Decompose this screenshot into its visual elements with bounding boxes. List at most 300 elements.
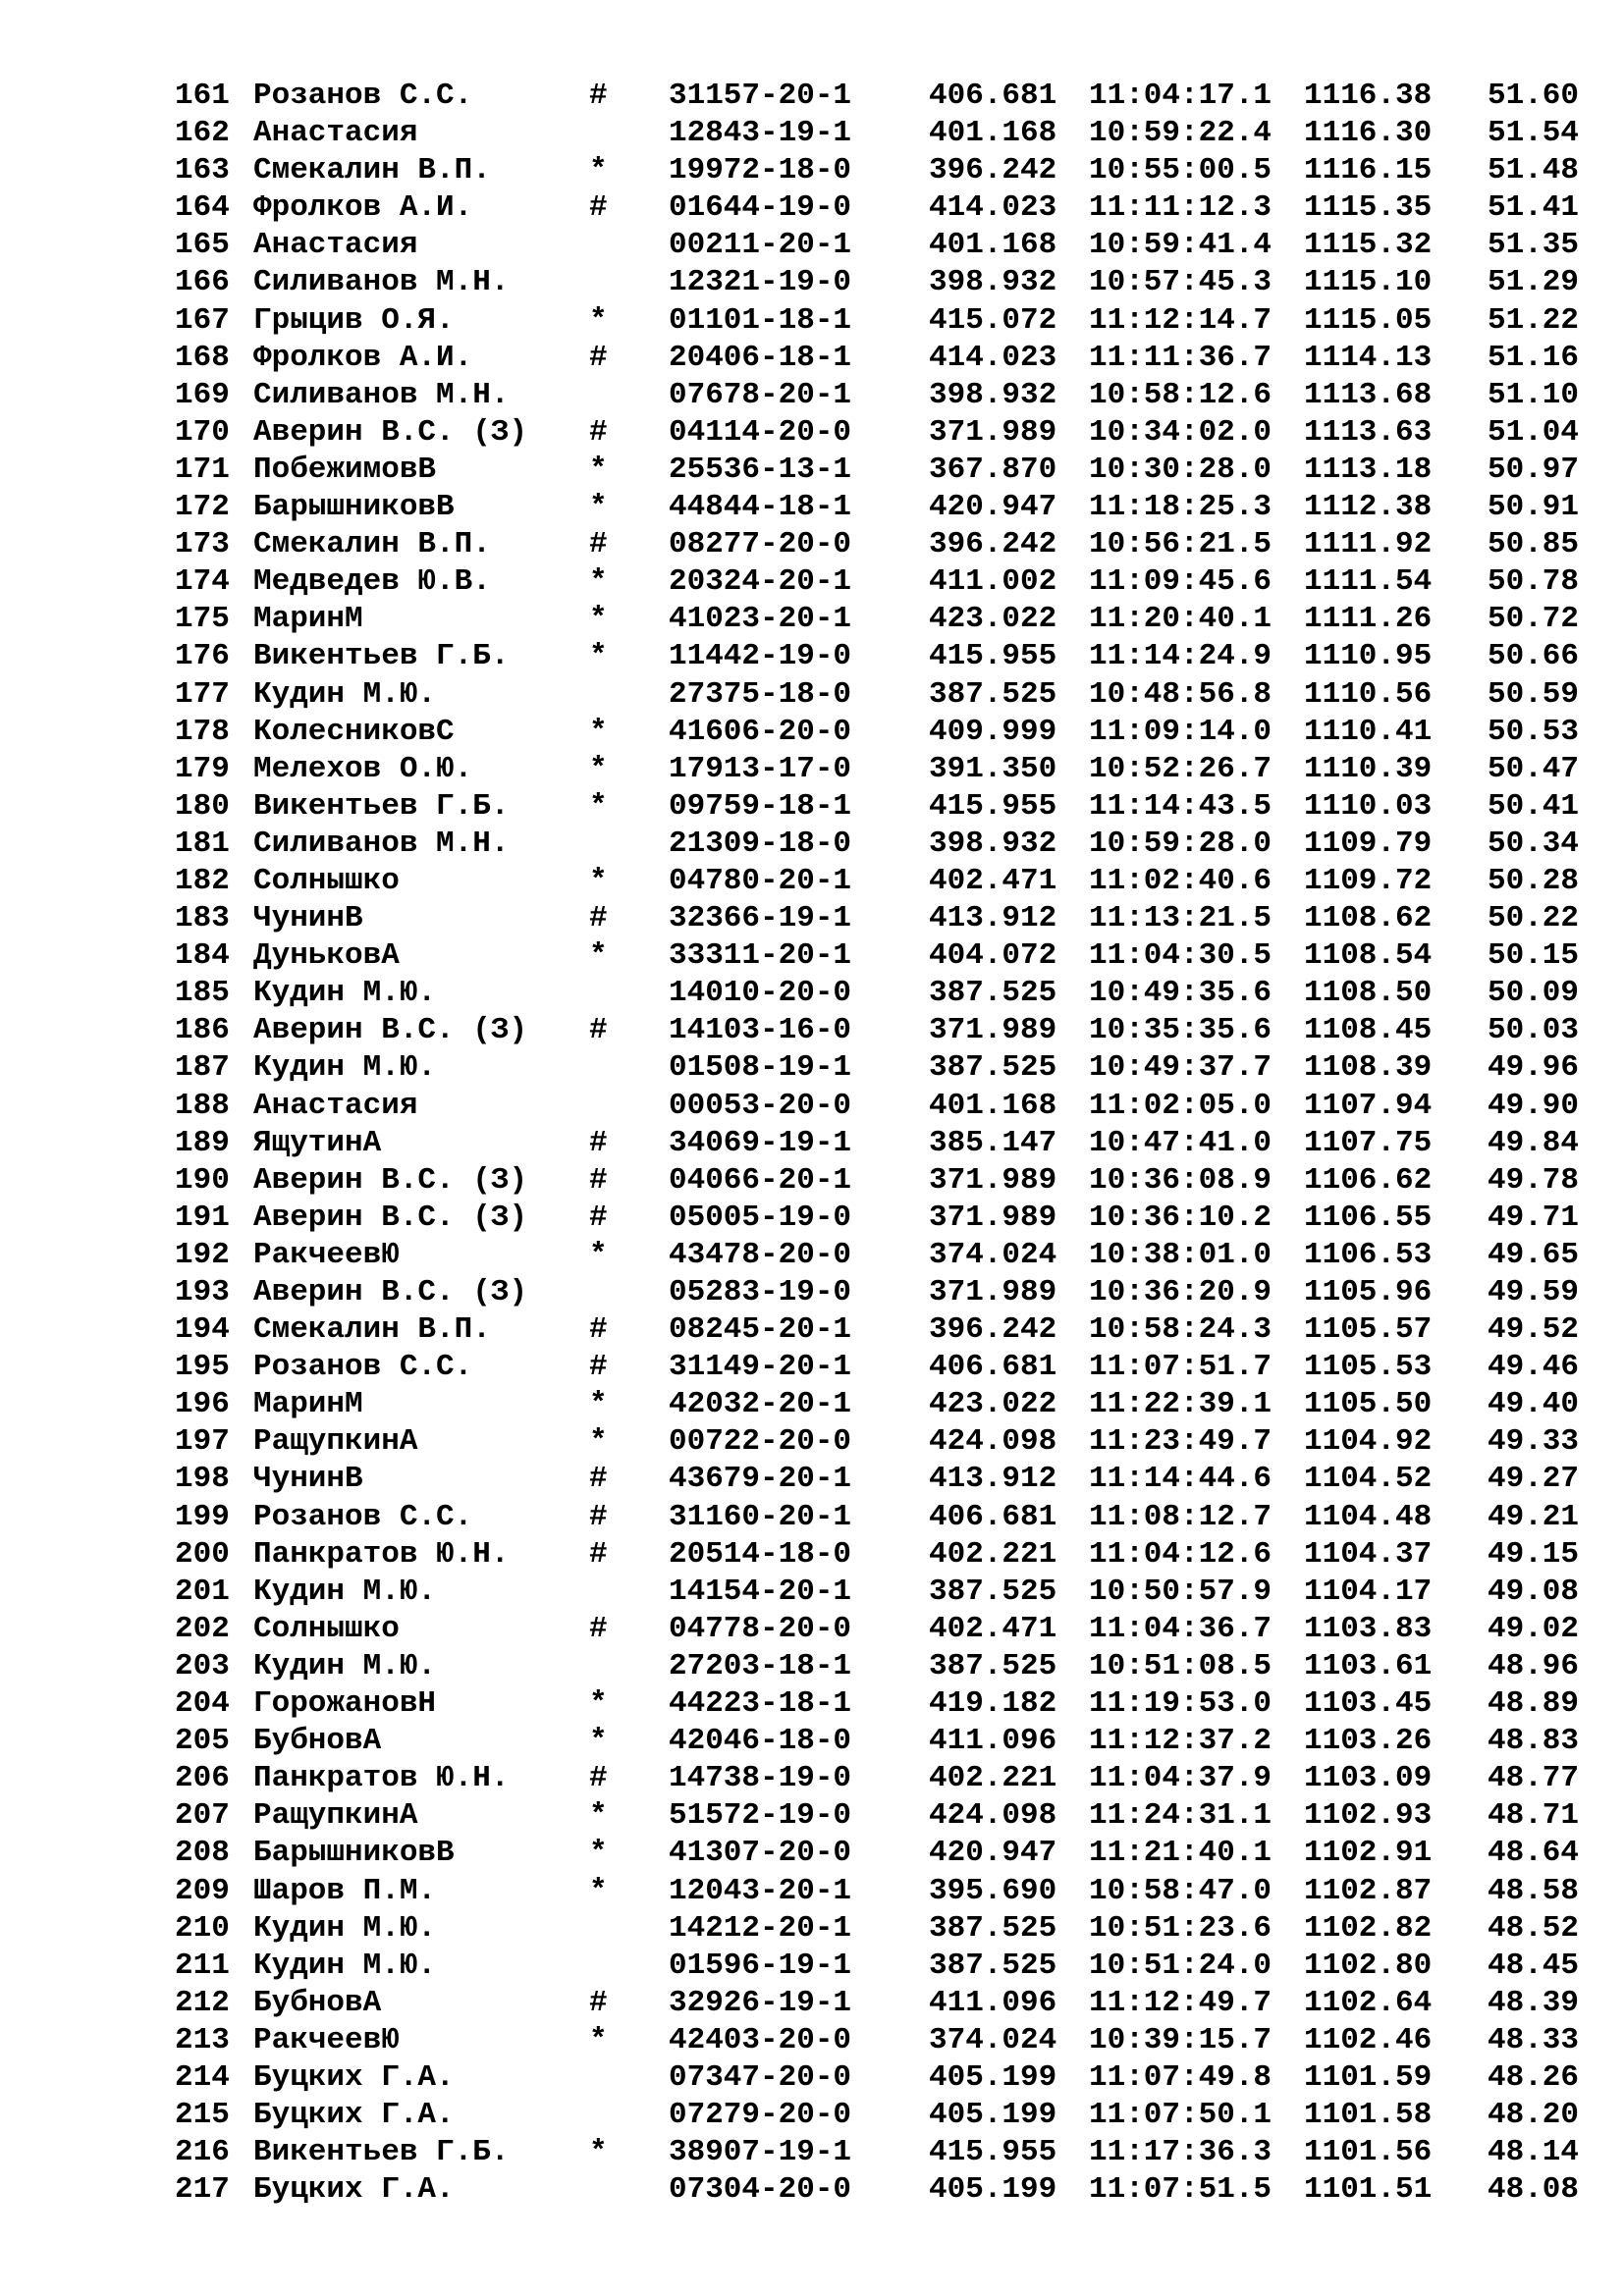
- arrival-time: 10:38:01.0: [1089, 1237, 1272, 1272]
- speed: 1116.38: [1304, 79, 1433, 113]
- participant-name: Солнышко: [253, 1611, 400, 1646]
- ring-number: 51572-19-0: [669, 1798, 852, 1834]
- ring-number: 38907-19-1: [669, 2135, 852, 2170]
- speed: 1107.75: [1304, 1125, 1433, 1160]
- points: 49.52: [1488, 1312, 1580, 1348]
- speed: 1109.79: [1304, 826, 1433, 861]
- speed: 1110.03: [1304, 788, 1433, 824]
- speed: 1103.26: [1304, 1724, 1433, 1759]
- points: 49.46: [1488, 1350, 1580, 1385]
- table-row: [175, 900, 1589, 937]
- points: 48.77: [1488, 1761, 1580, 1796]
- speed: 1108.62: [1304, 901, 1433, 936]
- speed: 1102.80: [1304, 1948, 1433, 1983]
- speed: 1102.91: [1304, 1836, 1433, 1871]
- points: 49.65: [1488, 1237, 1580, 1272]
- position-number: 168: [175, 340, 230, 375]
- speed: 1115.35: [1304, 190, 1433, 226]
- status-mark: *: [589, 490, 608, 525]
- points: 50.28: [1488, 863, 1580, 898]
- distance: 424.098: [929, 1798, 1057, 1834]
- speed: 1104.48: [1304, 1499, 1433, 1534]
- status-mark: #: [589, 1985, 608, 2020]
- table-row: [175, 2171, 1589, 2209]
- speed: 1104.92: [1304, 1424, 1433, 1460]
- position-number: 191: [175, 1200, 230, 1235]
- table-row: [175, 1648, 1589, 1685]
- distance: 423.022: [929, 602, 1057, 637]
- table-row: [175, 489, 1589, 526]
- ring-number: 01644-19-0: [669, 190, 852, 226]
- ring-number: 43478-20-0: [669, 1237, 852, 1272]
- speed: 1110.95: [1304, 639, 1433, 674]
- position-number: 172: [175, 490, 230, 525]
- ring-number: 41606-20-0: [669, 714, 852, 749]
- status-mark: *: [589, 1798, 608, 1834]
- participant-name: Панкратов Ю.Н.: [253, 1536, 510, 1572]
- participant-name: Кудин М.Ю.: [253, 1574, 437, 1609]
- distance: 398.932: [929, 265, 1057, 300]
- arrival-time: 10:36:10.2: [1089, 1200, 1272, 1235]
- position-number: 210: [175, 1910, 230, 1946]
- participant-name: РакчеевЮ: [253, 1237, 400, 1272]
- ring-number: 07304-20-0: [669, 2172, 852, 2208]
- status-mark: #: [589, 1312, 608, 1348]
- position-number: 196: [175, 1387, 230, 1422]
- status-mark: #: [589, 1499, 608, 1534]
- table-row: [175, 937, 1589, 975]
- table-row: [175, 302, 1589, 340]
- participant-name: Кудин М.Ю.: [253, 1910, 437, 1946]
- ring-number: 19972-18-0: [669, 153, 852, 188]
- distance: 371.989: [929, 1013, 1057, 1048]
- arrival-time: 11:17:36.3: [1089, 2135, 1272, 2170]
- status-mark: #: [589, 414, 608, 450]
- table-row: [175, 1162, 1589, 1200]
- arrival-time: 11:04:36.7: [1089, 1611, 1272, 1646]
- points: 49.08: [1488, 1574, 1580, 1609]
- ring-number: 07279-20-0: [669, 2098, 852, 2133]
- ring-number: 14212-20-1: [669, 1910, 852, 1946]
- speed: 1102.87: [1304, 1873, 1433, 1908]
- position-number: 179: [175, 751, 230, 786]
- arrival-time: 10:58:12.6: [1089, 377, 1272, 412]
- status-mark: *: [589, 2022, 608, 2057]
- speed: 1102.64: [1304, 1985, 1433, 2020]
- table-row: [175, 751, 1589, 788]
- points: 48.26: [1488, 2059, 1580, 2095]
- position-number: 203: [175, 1648, 230, 1683]
- position-number: 200: [175, 1536, 230, 1572]
- distance: 387.525: [929, 1574, 1057, 1609]
- table-row: [175, 1461, 1589, 1498]
- points: 48.58: [1488, 1873, 1580, 1908]
- speed: 1105.53: [1304, 1350, 1433, 1385]
- ring-number: 04114-20-0: [669, 414, 852, 450]
- ring-number: 08245-20-1: [669, 1312, 852, 1348]
- distance: 415.955: [929, 788, 1057, 824]
- status-mark: *: [589, 1424, 608, 1460]
- status-mark: *: [589, 564, 608, 600]
- ring-number: 27203-18-1: [669, 1648, 852, 1683]
- points: 50.78: [1488, 564, 1580, 600]
- position-number: 193: [175, 1275, 230, 1309]
- arrival-time: 11:07:49.8: [1089, 2059, 1272, 2095]
- position-number: 169: [175, 377, 230, 412]
- status-mark: *: [589, 863, 608, 898]
- speed: 1106.55: [1304, 1200, 1433, 1235]
- arrival-time: 11:07:51.5: [1089, 2172, 1272, 2208]
- arrival-time: 11:02:05.0: [1089, 1088, 1272, 1123]
- table-row: [175, 1873, 1589, 1910]
- distance: 411.096: [929, 1724, 1057, 1759]
- ring-number: 05283-19-0: [669, 1275, 852, 1309]
- arrival-time: 10:50:57.9: [1089, 1574, 1272, 1609]
- points: 50.41: [1488, 788, 1580, 824]
- speed: 1106.62: [1304, 1162, 1433, 1198]
- distance: 391.350: [929, 751, 1057, 786]
- ring-number: 05005-19-0: [669, 1200, 852, 1235]
- table-row: [175, 2059, 1589, 2097]
- speed: 1114.13: [1304, 340, 1433, 375]
- points: 50.47: [1488, 751, 1580, 786]
- distance: 387.525: [929, 1910, 1057, 1946]
- table-row: [175, 264, 1589, 301]
- arrival-time: 11:12:14.7: [1089, 302, 1272, 338]
- arrival-time: 11:07:50.1: [1089, 2098, 1272, 2133]
- position-number: 198: [175, 1462, 230, 1497]
- participant-name: РащупкинА: [253, 1424, 418, 1460]
- arrival-time: 11:11:12.3: [1089, 190, 1272, 226]
- position-number: 162: [175, 116, 230, 151]
- points: 51.48: [1488, 153, 1580, 188]
- speed: 1109.72: [1304, 863, 1433, 898]
- table-row: [175, 1125, 1589, 1162]
- status-mark: #: [589, 1125, 608, 1160]
- points: 49.71: [1488, 1200, 1580, 1235]
- table-row: [175, 1685, 1589, 1723]
- participant-name: Анастасия: [253, 116, 418, 151]
- table-row: [175, 414, 1589, 452]
- position-number: 204: [175, 1686, 230, 1722]
- points: 51.60: [1488, 79, 1580, 113]
- points: 51.22: [1488, 302, 1580, 338]
- table-row: [175, 975, 1589, 1012]
- arrival-time: 10:39:15.7: [1089, 2022, 1272, 2057]
- table-row: [175, 227, 1589, 264]
- status-mark: *: [589, 751, 608, 786]
- speed: 1103.83: [1304, 1611, 1433, 1646]
- arrival-time: 10:30:28.0: [1089, 452, 1272, 487]
- points: 50.15: [1488, 938, 1580, 974]
- participant-name: Аверин В.С. (З): [253, 1162, 528, 1198]
- position-number: 212: [175, 1985, 230, 2020]
- distance: 387.525: [929, 1948, 1057, 1983]
- position-number: 188: [175, 1088, 230, 1123]
- table-row: [175, 1349, 1589, 1386]
- speed: 1102.93: [1304, 1798, 1433, 1834]
- distance: 420.947: [929, 490, 1057, 525]
- points: 48.83: [1488, 1724, 1580, 1759]
- speed: 1101.56: [1304, 2135, 1433, 2170]
- participant-name: Панкратов Ю.Н.: [253, 1761, 510, 1796]
- participant-name: Смекалин В.П.: [253, 527, 491, 562]
- participant-name: ЯщутинА: [253, 1125, 382, 1160]
- position-number: 195: [175, 1350, 230, 1385]
- participant-name: ПобежимовВ: [253, 452, 437, 487]
- points: 49.02: [1488, 1611, 1580, 1646]
- participant-name: БубновА: [253, 1724, 382, 1759]
- position-number: 180: [175, 788, 230, 824]
- arrival-time: 11:02:40.6: [1089, 863, 1272, 898]
- table-row: [175, 1574, 1589, 1611]
- ring-number: 04780-20-1: [669, 863, 852, 898]
- ring-number: 12321-19-0: [669, 265, 852, 300]
- position-number: 207: [175, 1798, 230, 1834]
- points: 49.78: [1488, 1162, 1580, 1198]
- ring-number: 32366-19-1: [669, 901, 852, 936]
- speed: 1101.59: [1304, 2059, 1433, 2095]
- arrival-time: 10:55:00.5: [1089, 153, 1272, 188]
- status-mark: #: [589, 1462, 608, 1497]
- table-row: [175, 526, 1589, 563]
- participant-name: Аверин В.С. (З): [253, 1013, 528, 1048]
- distance: 371.989: [929, 1275, 1057, 1309]
- position-number: 194: [175, 1312, 230, 1348]
- table-row: [175, 1423, 1589, 1461]
- participant-name: Кудин М.Ю.: [253, 1648, 437, 1683]
- participant-name: Кудин М.Ю.: [253, 1050, 437, 1086]
- arrival-time: 10:36:20.9: [1089, 1275, 1272, 1309]
- table-row: [175, 115, 1589, 152]
- speed: 1113.18: [1304, 452, 1433, 487]
- ring-number: 07678-20-1: [669, 377, 852, 412]
- position-number: 214: [175, 2059, 230, 2095]
- ring-number: 08277-20-0: [669, 527, 852, 562]
- participant-name: МаринМ: [253, 1387, 363, 1422]
- distance: 405.199: [929, 2172, 1057, 2208]
- points: 50.22: [1488, 901, 1580, 936]
- arrival-time: 10:48:56.8: [1089, 676, 1272, 712]
- distance: 396.242: [929, 527, 1057, 562]
- arrival-time: 10:51:24.0: [1089, 1948, 1272, 1983]
- table-row: [175, 1311, 1589, 1349]
- speed: 1108.39: [1304, 1050, 1433, 1086]
- arrival-time: 11:04:17.1: [1089, 79, 1272, 113]
- ring-number: 41307-20-0: [669, 1836, 852, 1871]
- position-number: 171: [175, 452, 230, 487]
- distance: 367.870: [929, 452, 1057, 487]
- speed: 1111.92: [1304, 527, 1433, 562]
- participant-name: Розанов С.С.: [253, 1350, 473, 1385]
- points: 48.52: [1488, 1910, 1580, 1946]
- speed: 1111.54: [1304, 564, 1433, 600]
- ring-number: 14154-20-1: [669, 1574, 852, 1609]
- speed: 1113.68: [1304, 377, 1433, 412]
- arrival-time: 10:57:45.3: [1089, 265, 1272, 300]
- speed: 1105.96: [1304, 1275, 1433, 1309]
- arrival-time: 11:19:53.0: [1089, 1686, 1272, 1722]
- distance: 401.168: [929, 1088, 1057, 1123]
- ring-number: 04778-20-0: [669, 1611, 852, 1646]
- points: 49.40: [1488, 1387, 1580, 1422]
- position-number: 173: [175, 527, 230, 562]
- distance: 401.168: [929, 116, 1057, 151]
- position-number: 197: [175, 1424, 230, 1460]
- table-row: [175, 152, 1589, 189]
- distance: 374.024: [929, 2022, 1057, 2057]
- distance: 371.989: [929, 1162, 1057, 1198]
- arrival-time: 10:59:22.4: [1089, 116, 1272, 151]
- arrival-time: 11:04:30.5: [1089, 938, 1272, 974]
- participant-name: Медведев Ю.В.: [253, 564, 491, 600]
- distance: 385.147: [929, 1125, 1057, 1160]
- distance: 371.989: [929, 1200, 1057, 1235]
- arrival-time: 11:12:37.2: [1089, 1724, 1272, 1759]
- arrival-time: 11:14:43.5: [1089, 788, 1272, 824]
- points: 49.84: [1488, 1125, 1580, 1160]
- position-number: 185: [175, 976, 230, 1011]
- position-number: 205: [175, 1724, 230, 1759]
- position-number: 213: [175, 2022, 230, 2057]
- position-number: 177: [175, 676, 230, 712]
- distance: 406.681: [929, 79, 1057, 113]
- speed: 1111.26: [1304, 602, 1433, 637]
- arrival-time: 10:56:21.5: [1089, 527, 1272, 562]
- speed: 1104.52: [1304, 1462, 1433, 1497]
- position-number: 209: [175, 1873, 230, 1908]
- distance: 409.999: [929, 714, 1057, 749]
- position-number: 174: [175, 564, 230, 600]
- ring-number: 27375-18-0: [669, 676, 852, 712]
- speed: 1113.63: [1304, 414, 1433, 450]
- table-row: [175, 1499, 1589, 1536]
- points: 48.45: [1488, 1948, 1580, 1983]
- arrival-time: 11:24:31.1: [1089, 1798, 1272, 1834]
- arrival-time: 11:04:12.6: [1089, 1536, 1272, 1572]
- position-number: 192: [175, 1237, 230, 1272]
- ring-number: 44844-18-1: [669, 490, 852, 525]
- arrival-time: 10:47:41.0: [1089, 1125, 1272, 1160]
- arrival-time: 11:08:12.7: [1089, 1499, 1272, 1534]
- distance: 424.098: [929, 1424, 1057, 1460]
- participant-name: РащупкинА: [253, 1798, 418, 1834]
- ring-number: 31160-20-1: [669, 1499, 852, 1534]
- status-mark: #: [589, 1013, 608, 1048]
- arrival-time: 11:12:49.7: [1089, 1985, 1272, 2020]
- table-row: [175, 2097, 1589, 2134]
- status-mark: *: [589, 714, 608, 749]
- status-mark: #: [589, 340, 608, 375]
- points: 50.66: [1488, 639, 1580, 674]
- speed: 1108.50: [1304, 976, 1433, 1011]
- status-mark: *: [589, 1724, 608, 1759]
- position-number: 183: [175, 901, 230, 936]
- position-number: 178: [175, 714, 230, 749]
- table-row: [175, 1985, 1589, 2022]
- table-row: [175, 601, 1589, 638]
- status-mark: #: [589, 527, 608, 562]
- speed: 1105.50: [1304, 1387, 1433, 1422]
- points: 49.90: [1488, 1088, 1580, 1123]
- points: 48.20: [1488, 2098, 1580, 2133]
- speed: 1102.82: [1304, 1910, 1433, 1946]
- participant-name: Розанов С.С.: [253, 79, 473, 113]
- speed: 1103.61: [1304, 1648, 1433, 1683]
- table-row: [175, 1012, 1589, 1049]
- participant-name: Викентьев Г.Б.: [253, 639, 510, 674]
- table-row: [175, 340, 1589, 377]
- distance: 420.947: [929, 1836, 1057, 1871]
- results-table: [175, 78, 1589, 2209]
- arrival-time: 11:23:49.7: [1089, 1424, 1272, 1460]
- table-row: [175, 1200, 1589, 1237]
- participant-name: Аверин В.С. (З): [253, 414, 528, 450]
- arrival-time: 11:13:21.5: [1089, 901, 1272, 936]
- distance: 402.221: [929, 1536, 1057, 1572]
- distance: 415.955: [929, 2135, 1057, 2170]
- arrival-time: 11:18:25.3: [1089, 490, 1272, 525]
- ring-number: 20514-18-0: [669, 1536, 852, 1572]
- position-number: 161: [175, 79, 230, 113]
- ring-number: 01596-19-1: [669, 1948, 852, 1983]
- participant-name: Шаров П.М.: [253, 1873, 437, 1908]
- ring-number: 31157-20-1: [669, 79, 852, 113]
- ring-number: 42032-20-1: [669, 1387, 852, 1422]
- distance: 405.199: [929, 2059, 1057, 2095]
- arrival-time: 10:58:47.0: [1089, 1873, 1272, 1908]
- speed: 1101.58: [1304, 2098, 1433, 2133]
- speed: 1102.46: [1304, 2022, 1433, 2057]
- participant-name: Кудин М.Ю.: [253, 976, 437, 1011]
- participant-name: ЧунинВ: [253, 901, 363, 936]
- status-mark: *: [589, 452, 608, 487]
- arrival-time: 11:11:36.7: [1089, 340, 1272, 375]
- status-mark: *: [589, 1237, 608, 1272]
- status-mark: *: [589, 602, 608, 637]
- position-number: 187: [175, 1050, 230, 1086]
- points: 51.35: [1488, 228, 1580, 263]
- table-row: [175, 1910, 1589, 1948]
- ring-number: 41023-20-1: [669, 602, 852, 637]
- position-number: 206: [175, 1761, 230, 1796]
- participant-name: Фролков А.И.: [253, 340, 473, 375]
- status-mark: *: [589, 1387, 608, 1422]
- distance: 404.072: [929, 938, 1057, 974]
- participant-name: Силиванов М.Н.: [253, 265, 510, 300]
- position-number: 217: [175, 2172, 230, 2208]
- position-number: 165: [175, 228, 230, 263]
- position-number: 166: [175, 265, 230, 300]
- participant-name: Силиванов М.Н.: [253, 377, 510, 412]
- ring-number: 42403-20-0: [669, 2022, 852, 2057]
- participant-name: МаринМ: [253, 602, 363, 637]
- speed: 1115.10: [1304, 265, 1433, 300]
- status-mark: *: [589, 1686, 608, 1722]
- arrival-time: 10:58:24.3: [1089, 1312, 1272, 1348]
- distance: 396.242: [929, 153, 1057, 188]
- table-row: [175, 863, 1589, 900]
- participant-name: Смекалин В.П.: [253, 1312, 491, 1348]
- points: 50.53: [1488, 714, 1580, 749]
- points: 51.16: [1488, 340, 1580, 375]
- points: 48.64: [1488, 1836, 1580, 1871]
- ring-number: 14010-20-0: [669, 976, 852, 1011]
- distance: 414.023: [929, 190, 1057, 226]
- position-number: 163: [175, 153, 230, 188]
- points: 50.72: [1488, 602, 1580, 637]
- table-row: [175, 1835, 1589, 1872]
